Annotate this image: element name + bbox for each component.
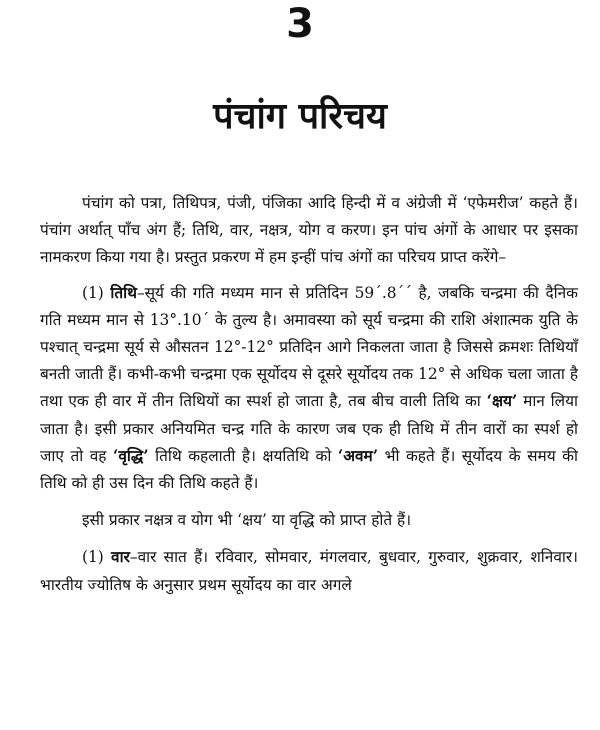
term-tithi: तिथि: [110, 283, 137, 302]
paragraph-text: तिथि कहलाती है। क्षयतिथि को: [148, 446, 338, 465]
term-vriddhi: ‘वृद्धि’: [113, 446, 149, 465]
body-text: [40, 190, 578, 599]
paragraph-text: मान लिया जाता है। इसी प्रकार अनियमित चन्द्र गति के कारण जब एक ही तिथि में तीन वारों का स्पर्श हो जाए तो वह: [40, 392, 578, 465]
paragraph-nakshatra: [40, 507, 578, 534]
item-number: (1): [82, 548, 112, 567]
chapter-title: पंचांग परिचय: [213, 96, 387, 137]
term-vaar: वार: [111, 548, 130, 567]
paragraph-text: भी कहते हैं। सूर्योदय के समय की तिथि को ही उस दिन की तिथि कहते हैं।: [40, 446, 578, 493]
item-number: (1): [82, 283, 111, 302]
paragraph-intro: [40, 190, 578, 272]
chapter-number: 3: [286, 1, 314, 47]
term-avam: ‘अवम’: [337, 446, 379, 465]
paragraph-tithi: [40, 280, 578, 498]
paragraph-text: पंचांग को पत्रा, तिथिपत्र, पंजी, पंजिका आदि हिन्दी में व अंग्रेजी में ‘एफेमरीज’ कहते हैं। पंचांग अर्थात् पाँच अंग हैं; तिथि, वार, नक्षत्र, योग व करण। इन पांच अंगों के आधार पर इसका नामकरण किया गया है। प्रस्तुत प्रकरण में हम इन्हीं पांच अंगों का परिचय प्राप्त करेंगे–: [40, 194, 578, 267]
paragraph-vaar: [40, 544, 578, 598]
term-kshay: ‘क्षय’: [486, 392, 518, 411]
paragraph-text: –सूर्य की गति मध्यम मान से प्रतिदिन 59´.8´´ है, जबकि चन्द्रमा की दैनिक गति मध्यम मान से 13°.10´ के तुल्य है। अमावस्या को सूर्य चन्द्रमा की राशि अंशात्मक युति के पश्चात् चन्द्रमा सूर्य से औसतन 12°-12° प्रतिदिन आगे निकलता जाता है जिससे क्रमशः तिथियाँ बनती जाती हैं। कभी-कभी चन्द्रमा एक सूर्योदय से दूसरे सूर्योदय तक 12° से अधिक चला जाता है तथा एक ही वार में तीन तिथियों का स्पर्श हो जाता है, तब बीच वाली तिथि का: [40, 283, 578, 411]
paragraph-text: –वार सात हैं। रविवार, सोमवार, मंगलवार, बुधवार, गुरुवार, शुक्रवार, शनिवार। भारतीय ज्योतिष के अनुसार प्रथम सूर्योदय का वार अगले: [40, 548, 578, 594]
paragraph-text: इसी प्रकार नक्षत्र व योग भी ‘क्षय’ या वृद्धि को प्राप्त होते हैं।: [82, 511, 412, 530]
